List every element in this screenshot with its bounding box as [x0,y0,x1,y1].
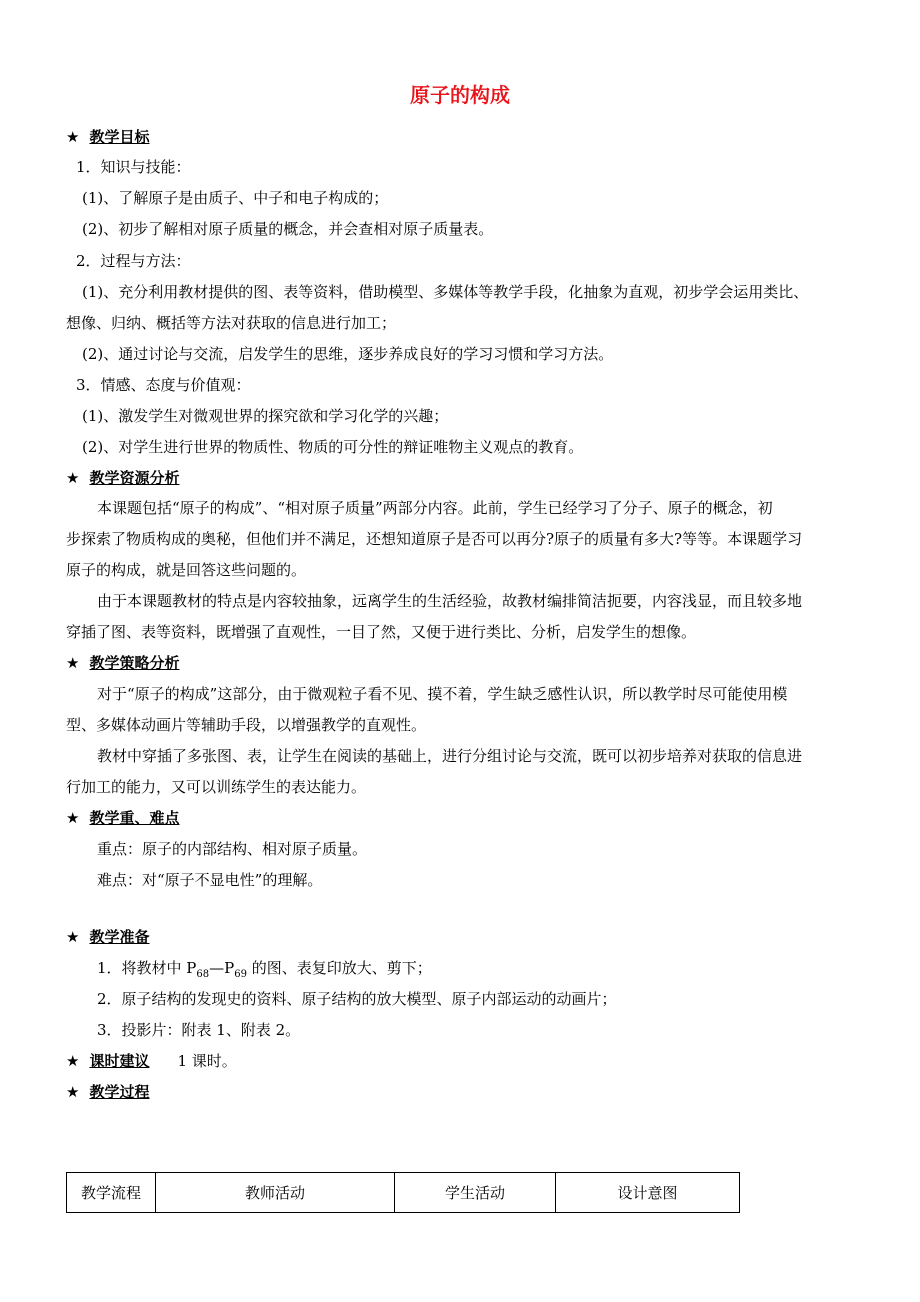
table-header-cell: 学生活动 [395,1173,556,1213]
section-heading-preparation: ★ 教学准备 [66,928,150,946]
star-icon: ★ [66,654,80,672]
paragraph-line: 由于本课题教材的特点是内容较抽象，远离学生的生活经验，故教材编排简洁扼要，内容浅显，而且较多地 [97,592,803,610]
section-heading-keypoints: ★ 教学重、难点 [66,809,180,827]
goal-line: 想像、归纳、概括等方法对获取的信息进行加工； [66,314,397,332]
preparation-item: 3．投影片：附表 1、附表 2。 [97,1021,301,1039]
section-heading-resources: ★ 教学资源分析 [66,469,180,487]
table-header-cell: 教师活动 [156,1173,395,1213]
schedule-value: 1 课时。 [177,1052,237,1070]
keypoint-line: 重点：原子的内部结构、相对原子质量。 [97,840,368,858]
goal-line: (2)、初步了解相对原子质量的概念，并会查相对原子质量表。 [82,220,494,238]
paragraph-line: 本课题包括“原子的构成”、“相对原子质量”两部分内容。此前，学生已经学习了分子、原子的概念，初 [97,499,773,517]
section-heading-strategy: ★ 教学策略分析 [66,654,180,672]
star-icon: ★ [66,809,80,827]
star-icon: ★ [66,1052,80,1070]
preparation-item: 2．原子结构的发现史的资料、原子结构的放大模型、原子内部运动的动画片； [97,990,617,1008]
table-header-row [67,1173,740,1213]
keypoint-line: 难点：对“原子不显电性”的理解。 [97,871,323,889]
goal-line: 3．情感、态度与价值观： [76,376,251,394]
goal-line: 1．知识与技能： [76,158,191,176]
preparation-item: 1．将教材中 $P_{68}—P_{69}$ 的图、表复印放大、剪下； [97,959,432,980]
table-header-cell: 教学流程 [67,1173,156,1213]
page-title: 原子的构成 [410,83,510,107]
paragraph-line: 原子的构成，就是回答这些问题的。 [66,561,307,579]
goal-line: (1)、激发学生对微观世界的探究欲和学习化学的兴趣； [82,407,449,425]
star-icon: ★ [66,1083,80,1101]
goal-line: 2．过程与方法： [76,252,191,270]
section-heading-goals: ★ 教学目标 [66,128,150,146]
table-header-cell: 设计意图 [556,1173,740,1213]
paragraph-line: 对于“原子的构成”这部分，由于微观粒子看不见、摸不着，学生缺乏感性认识，所以教学时尽可能使用模 [97,685,788,703]
paragraph-line: 教材中穿插了多张图、表，让学生在阅读的基础上，进行分组讨论与交流，既可以初步培养对获取的信息进 [97,747,803,765]
goal-line: (2)、对学生进行世界的物质性、物质的可分性的辩证唯物主义观点的教育。 [82,438,584,456]
paragraph-line: 型、多媒体动画片等辅助手段，以增强教学的直观性。 [66,716,427,734]
process-table [66,1172,740,1213]
star-icon: ★ [66,128,80,146]
paragraph-line: 行加工的能力，又可以训练学生的表达能力。 [66,778,367,796]
section-heading-schedule: ★ 课时建议 1 课时。 [66,1052,237,1070]
star-icon: ★ [66,469,80,487]
paragraph-line: 穿插了图、表等资料，既增强了直观性，一目了然，又便于进行类比、分析，启发学生的想像。 [66,623,697,641]
star-icon: ★ [66,928,80,946]
paragraph-line: 步探索了物质构成的奥秘，但他们并不满足，还想知道原子是否可以再分?原子的质量有多大?等等。本课题学习 [66,530,803,548]
goal-line: (2)、通过讨论与交流，启发学生的思维，逐步养成良好的学习习惯和学习方法。 [82,345,614,363]
goal-line: (1)、了解原子是由质子、中子和电子构成的； [82,189,389,207]
section-heading-process: ★ 教学过程 [66,1083,150,1101]
goal-line: (1)、充分利用教材提供的图、表等资料，借助模型、多媒体等教学手段，化抽象为直观，初步学会运用类比、 [82,283,809,301]
